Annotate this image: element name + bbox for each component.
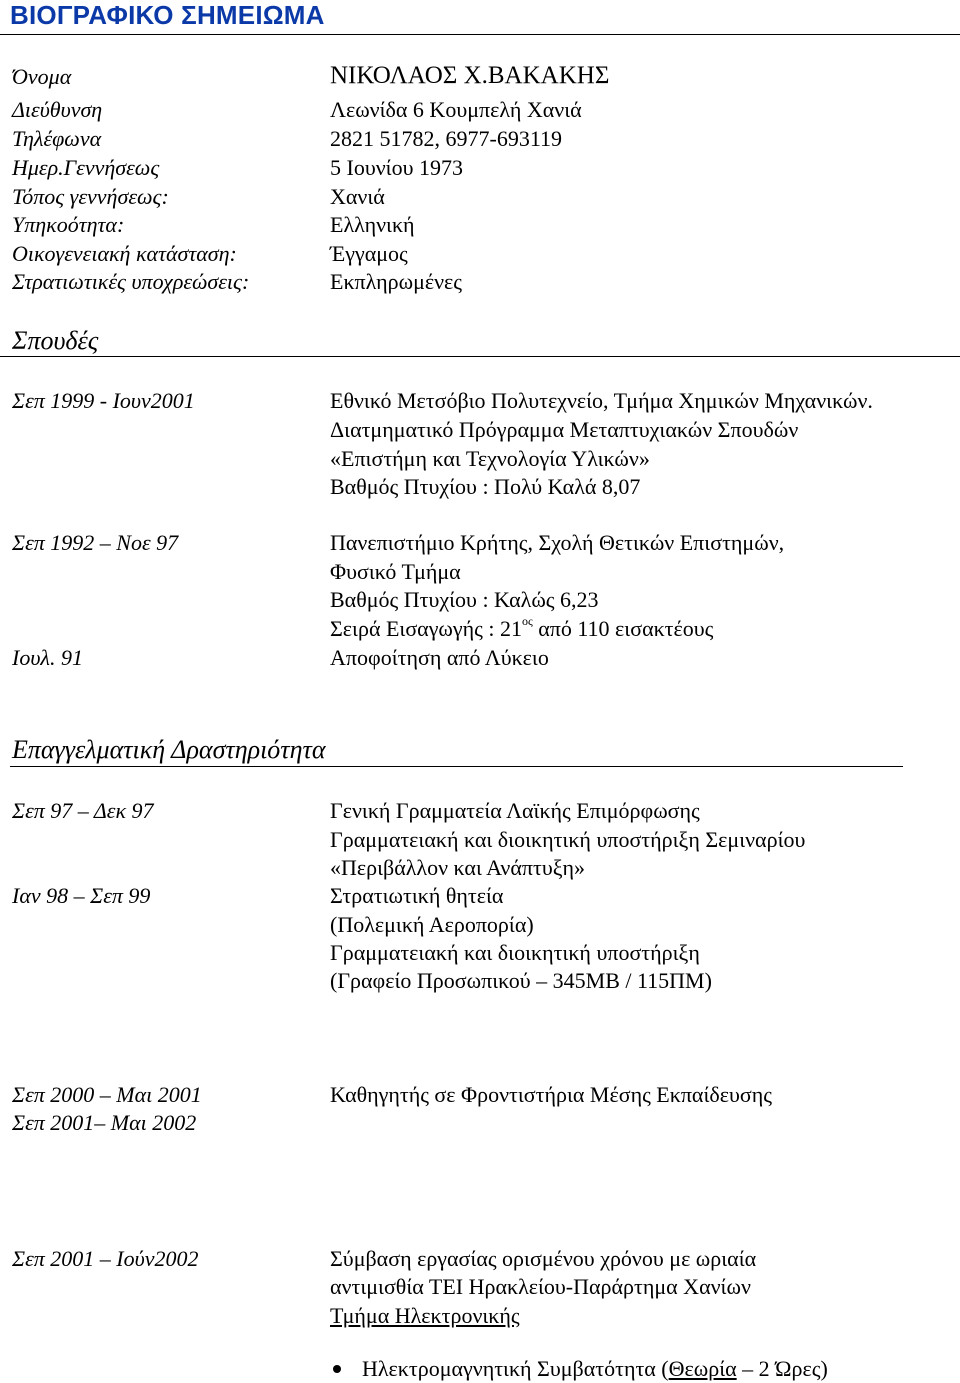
work-line: Γραμματειακή και διοικητική υποστήριξη: [330, 940, 700, 965]
label-address: Διεύθυνση: [12, 97, 103, 122]
work-line: Γενική Γραμματεία Λαϊκής Επιμόρφωσης: [330, 798, 700, 823]
value-name: ΝΙΚΟΛΑΟΣ Χ.ΒΑΚΑΚΗΣ: [330, 62, 610, 89]
work-line: Καθηγητής σε Φροντιστήρια Μέσης Εκπαίδευσης: [330, 1082, 772, 1107]
work-line: Σύμβαση εργασίας ορισμένου χρόνου με ωριαία: [330, 1246, 757, 1271]
value-phones: 2821 51782, 6977-693119: [330, 126, 563, 151]
work-heading: Επαγγελματική Δραστηριότητα: [12, 735, 326, 764]
study-line: Φυσικό Τμήμα: [330, 559, 461, 584]
study-line: Πανεπιστήμιο Κρήτης, Σχολή Θετικών Επιστημών,: [330, 530, 785, 555]
study-line: Διατμηματικό Πρόγραμμα Μεταπτυχιακών Σπουδών: [330, 417, 799, 442]
value-nationality: Ελληνική: [330, 212, 415, 237]
label-name: Όνομα: [12, 64, 72, 89]
work-date: Σεπ 2000 – Μαι 2001: [12, 1082, 202, 1107]
work-line: αντιμισθία ΤΕΙ Ηρακλείου-Παράρτημα Χανίων: [330, 1274, 751, 1299]
course-item: [333, 1356, 828, 1382]
study-line: Αποφοίτηση από Λύκειο: [330, 645, 549, 670]
work-date: Σεπ 2001 – Ιούν2002: [12, 1246, 199, 1271]
study-rank-line: [330, 616, 713, 642]
label-military: Στρατιωτικές υποχρεώσεις:: [12, 269, 250, 294]
course-suffix: – 2 Ώρες): [736, 1356, 828, 1381]
document-title: ΒΙΟΓΡΑΦΙΚΟ ΣΗΜΕΙΩΜΑ: [10, 0, 325, 30]
work-line: Γραμματειακή και διοικητική υποστήριξη Σεμιναρίου: [330, 827, 806, 852]
value-birthplace: Χανιά: [330, 184, 385, 209]
work-date: Σεπ 97 – Δεκ 97: [12, 798, 154, 823]
label-birthdate: Ημερ.Γεννήσεως: [12, 155, 160, 180]
study-date: Ιουλ. 91: [12, 645, 83, 670]
work-line: Στρατιωτική θητεία: [330, 883, 504, 908]
label-marital-status: Οικογενειακή κατάσταση:: [12, 241, 237, 266]
label-birthplace: Τόπος γεννήσεως:: [12, 184, 169, 209]
label-nationality: Υπηκοότητα:: [12, 212, 125, 237]
label-phones: Τηλέφωνα: [12, 126, 102, 151]
rank-suffix: από 110 εισακτέους: [532, 616, 714, 641]
work-date: Ιαν 98 – Σεπ 99: [12, 883, 151, 908]
value-military: Εκπληρωμένες: [330, 269, 462, 294]
studies-heading: Σπουδές: [12, 326, 99, 355]
value-marital-status: Έγγαμος: [330, 241, 408, 266]
work-line: «Περιβάλλον και Ανάπτυξη»: [330, 855, 586, 880]
work-line: (Γραφείο Προσωπικού – 345ΜΒ / 115ΠΜ): [330, 968, 712, 993]
value-address: Λεωνίδα 6 Κουμπελή Χανιά: [330, 97, 582, 122]
study-line: Βαθμός Πτυχίου : Πολύ Καλά 8,07: [330, 474, 641, 499]
rank-prefix: Σειρά Εισαγωγής : 21: [330, 616, 522, 641]
study-date: Σεπ 1992 – Νοε 97: [12, 530, 179, 555]
study-line: Βαθμός Πτυχίου : Καλώς 6,23: [330, 587, 599, 612]
work-date: Σεπ 2001– Μαι 2002: [12, 1110, 197, 1135]
work-line: (Πολεμική Αεροπορία): [330, 912, 534, 937]
value-birthdate: 5 Ιουνίου 1973: [330, 155, 463, 180]
course-prefix: Ηλεκτρομαγνητική Συμβατότητα (: [362, 1356, 669, 1381]
study-date: Σεπ 1999 - Ιουν2001: [12, 388, 195, 413]
department-name: Τμήμα Ηλεκτρονικής: [330, 1303, 520, 1328]
course-type: Θεωρία: [668, 1356, 737, 1381]
title-divider: [0, 34, 960, 35]
bullet-icon: [333, 1365, 341, 1373]
studies-divider: [0, 356, 960, 357]
study-line: Εθνικό Μετσόβιο Πολυτεχνείο, Τμήμα Χημικών Μηχανικών.: [330, 388, 873, 413]
study-line: «Επιστήμη και Τεχνολογία Υλικών»: [330, 446, 650, 471]
work-divider: [10, 766, 903, 767]
rank-ordinal: ος: [521, 614, 533, 628]
